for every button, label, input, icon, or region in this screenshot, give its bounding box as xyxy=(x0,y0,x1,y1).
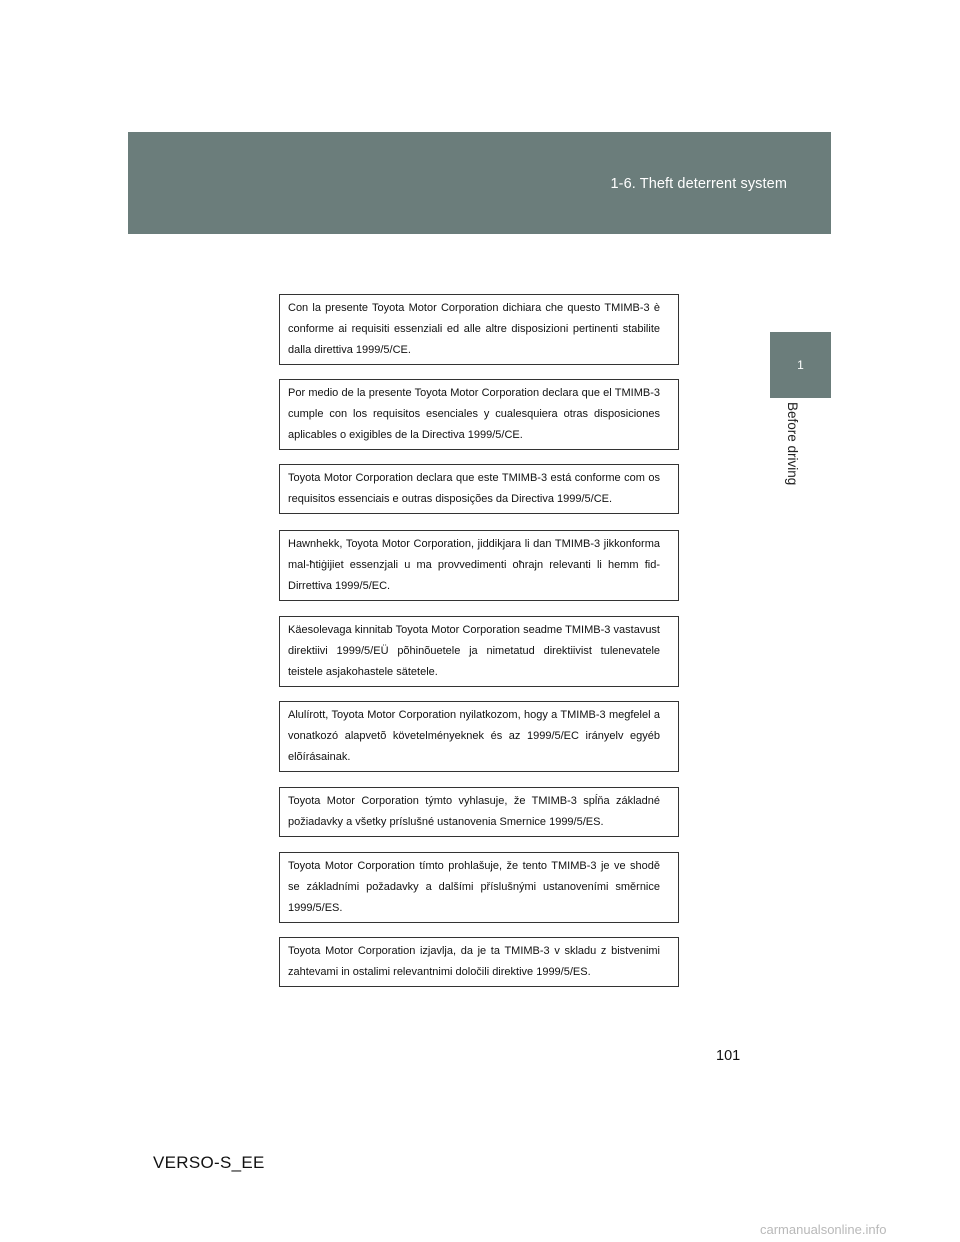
watermark: carmanualsonline.info xyxy=(760,1222,887,1237)
document-code: VERSO-S_EE xyxy=(153,1153,265,1172)
declaration-box-portuguese: Toyota Motor Corporation declara que este TMIMB-3 está conforme com os requisitos essenciais e outras disposições da Directiva 1999/5/CE. xyxy=(279,464,679,514)
page-number: 101 xyxy=(716,1048,741,1064)
chapter-number: 1 xyxy=(797,358,804,372)
declaration-box-czech: Toyota Motor Corporation tímto prohlašuje, že tento TMIMB-3 je ve shodě se základními požadavky a dalšími příslušnými ustanoveními směrnice 1999/5/ES. xyxy=(279,852,679,923)
declaration-box-estonian: Käesolevaga kinnitab Toyota Motor Corporation seadme TMIMB-3 vastavust direktiivi 1999/5/EÜ põhinõuetele ja nimetatud direktiivist tulenevatele teistele asjakohastele sätetele. xyxy=(279,616,679,687)
declaration-box-slovenian: Toyota Motor Corporation izjavlja, da je ta TMIMB-3 v skladu z bistvenimi zahtevami in ostalimi relevantnimi določili direktive 1999/5/ES. xyxy=(279,937,679,987)
declaration-box-hungarian: Alulírott, Toyota Motor Corporation nyilatkozom, hogy a TMIMB-3 megfelel a vonatkozó alapvetõ követelményeknek és az 1999/5/EC irányelv egyéb elõírásainak. xyxy=(279,701,679,772)
declaration-box-maltese: Hawnhekk, Toyota Motor Corporation, jiddikjara li dan TMIMB-3 jikkonforma mal-ħtiġijiet essenzjali u ma provvedimenti oħrajn relevanti li hemm fid-Dirrettiva 1999/5/EC. xyxy=(279,530,679,601)
chapter-tab xyxy=(770,332,831,398)
section-title: 1-6. Theft deterrent system xyxy=(610,176,787,192)
declaration-box-italian: Con la presente Toyota Motor Corporation dichiara che questo TMIMB-3 è conforme ai requisiti essenziali ed alle altre disposizioni pertinenti stabilite dalla direttiva 1999/5/CE. xyxy=(279,294,679,365)
header-band xyxy=(128,132,831,234)
declaration-box-spanish: Por medio de la presente Toyota Motor Corporation declara que el TMIMB-3 cumple con los requisitos esenciales y cualesquiera otras disposiciones aplicables o exigibles de la Directiva 1999/5/CE. xyxy=(279,379,679,450)
chapter-label xyxy=(785,402,805,502)
chapter-label-text: Before driving xyxy=(785,402,800,486)
declaration-box-slovak: Toyota Motor Corporation týmto vyhlasuje, že TMIMB-3 spĺňa základné požiadavky a všetky príslušné ustanovenia Smernice 1999/5/ES. xyxy=(279,787,679,837)
